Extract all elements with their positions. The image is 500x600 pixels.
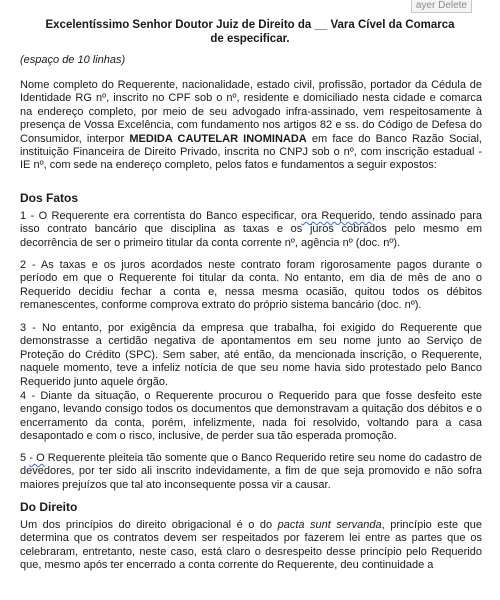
corner-tag: ayer Delete: [411, 0, 472, 13]
heading-line-2: de especificar.: [210, 33, 290, 45]
section-heading-law: Do Direito: [20, 500, 78, 514]
fact-paragraph-4: 4 - Diante da situação, o Requerente procurou o Requerido para que fosse desfeito este engano, levando consigo todos os documentos que demonstravam a quitação dos débitos e o encerramento da conta, porém, infelizmente, nada foi resolvido, voltando para a casa desapontado e com o risco, inclusive, de perder sua tão esperada promoção.: [20, 390, 482, 443]
heading-line-1: Excelentíssimo Senhor Doutor Juiz de Direito da __ Vara Cível da Comarca: [45, 19, 455, 31]
space-note: (espaço de 10 linhas): [20, 54, 126, 66]
fact5-text-2: Requerente pleiteia tão somente que o Banco Requerido retire seu nome do cadastro de devedores, por ter sido ali inscrito indevidamente, a fim de que seja promovido e não sofra maiores prejuízos que tal ato inconsequente possa vir a causar.: [20, 452, 482, 491]
law1-text-2: , princípio este que determina que os contratos devem ser respeitados por fazerem lei entre as partes que os celebraram, entretanto, neste caso, está claro o desrespeito desse princípio pelo Requerido que, mesmo após ter encerrado a conta corrente do Requerente, deu continuidade a: [20, 519, 482, 572]
spellcheck-underline: - O: [29, 452, 45, 464]
intro-text-1: Nome completo do Requerente, nacionalidade, estado civil, profissão, portador da Cédula de Identidade RG nº, inscrito no CPF sob o nº, residente e domiciliado nesta cidade e comarca na endereço completo, por meio de seu advogado infra-assinado, vem respeitosamente à presença de Vossa Excelência, com fundamento nos artigos 82 e ss. do Código de Defesa do Consumidor, interpor: [20, 79, 482, 145]
fact-paragraph-2: 2 - As taxas e os juros acordados neste contrato foram rigorosamente pagos durante o período em que o Requerente foi titular da conta. No entanto, em dia de mês de ano o Requerido decidiu fechar a conta e, nessa mesma ocasião, quitou todos os débitos remanescentes, conforme comprova extrato do próprio sistema bancário (doc. nº).: [20, 259, 482, 312]
fact-paragraph-3: 3 - No entanto, por exigência da empresa que trabalha, foi exigido do Requerente que demonstrasse a certidão negativa de apontamentos em seu nome junto ao Serviço de Proteção do Crédito (SPC). Sem saber, até então, da mencionada inscrição, o Requerente, naquele momento, teve a infeliz notícia de que seu nome havia sido protestado pelo Banco Requerido junto aquele órgão.: [20, 322, 482, 388]
intro-paragraph: [20, 79, 482, 173]
fact1-text-1: 1 - O Requerente era correntista do Banco especificar,: [20, 210, 302, 222]
fact5-text-1: 5: [20, 452, 30, 464]
fact-paragraph-1: [20, 210, 482, 250]
spellcheck-underline: ora Requerido: [301, 210, 373, 222]
law-paragraph-1: [20, 519, 482, 573]
intro-text-2: em face do Banco Razão Social, instituição Financeira de Direito Privado, inscrita no CNPJ sob o nº, com inscrição estadual - IE nº, com sede na endereço completo, pelos fatos e fundamentos a seguir expostos:: [20, 132, 482, 172]
intro-bold: MEDIDA CAUTELAR INOMINADA: [129, 132, 307, 145]
section-heading-facts: Dos Fatos: [20, 191, 79, 205]
fact-paragraph-5: [20, 452, 482, 492]
law1-text-1: Um dos princípios do direito obrigacional é o do: [20, 519, 278, 531]
law1-italic: pacta sunt servanda: [277, 519, 382, 531]
fact1-text-2: , tendo assinado para isso contrato bancário que disciplina as taxas e os juros cobrados pelo mesmo em decorrência de ser o primeiro titular da conta corrente nº, agência nº (doc. nº).: [20, 210, 482, 249]
document-heading: [20, 18, 480, 46]
